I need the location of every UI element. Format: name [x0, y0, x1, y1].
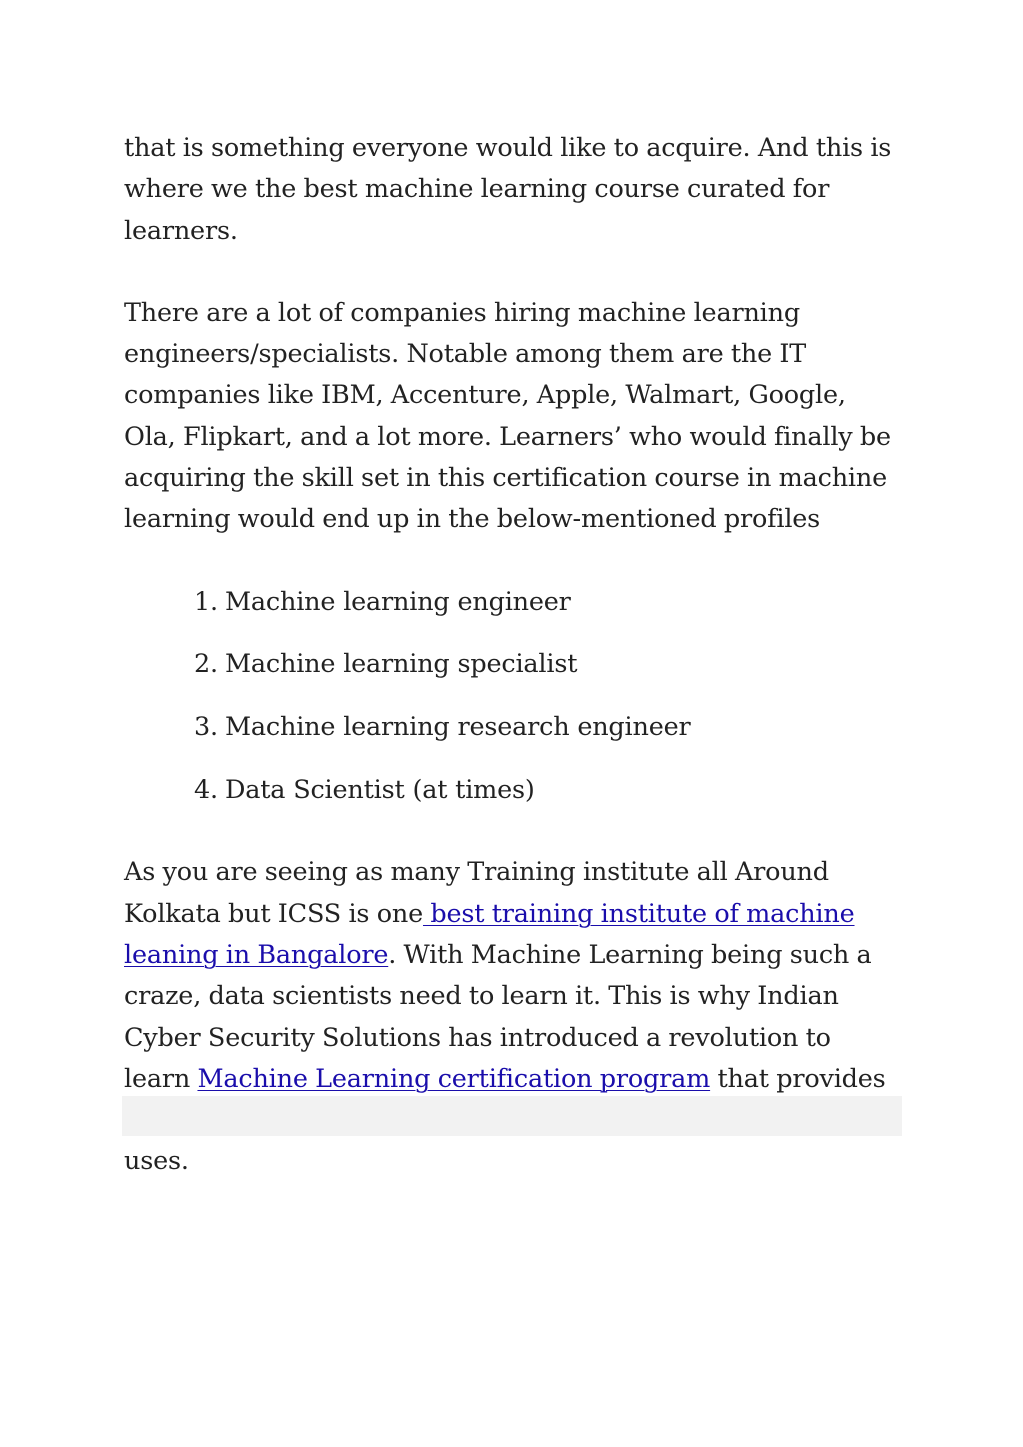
list-item	[194, 707, 904, 748]
paragraph-training-text-2: . With Machine Learning being such a craze, data scientists need to learn it. This is why Indian Cyber Security Solutions has introduced a revolution to learn	[124, 939, 872, 1094]
list-item	[194, 582, 904, 623]
list-item-number: 1.	[194, 586, 218, 617]
list-item-number: 4.	[194, 775, 218, 806]
training-institute-link[interactable]: best training institute of machine leaning in Bangalore	[124, 898, 855, 970]
paragraph-training-text-3: that provides uses.	[124, 1063, 886, 1177]
list-item-label: Machine learning engineer	[225, 586, 571, 617]
paragraph-companies: There are a lot of companies hiring machine learning engineers/specialists. Notable among them are the IT companies like IBM, Accenture, Apple, Walmart, Google, Ola, Flipkart, and a lot more. Learners’ who would finally be acquiring the skill set in this certification course in machine learning would end up in the below-mentioned profiles	[124, 297, 891, 535]
paragraph-intro: that is something everyone would like to acquire. And this is where we the best machine learning course curated for learners.	[124, 133, 892, 246]
embed-placeholder-bar	[122, 1096, 902, 1136]
list-item-label: Machine learning research engineer	[225, 712, 691, 743]
list-item-number: 3.	[194, 712, 218, 743]
profiles-list	[124, 582, 904, 812]
list-item-label: Data Scientist (at times)	[225, 775, 535, 806]
document-body	[124, 128, 904, 1183]
list-item	[194, 644, 904, 685]
list-item-label: Machine learning specialist	[225, 649, 578, 680]
paragraph-training-text-1: As you are seeing as many Training institute all Around Kolkata but ICSS is one	[124, 857, 829, 929]
ml-certification-link[interactable]: Machine Learning certification program	[197, 1063, 711, 1094]
list-item	[194, 770, 904, 811]
list-item-number: 2.	[194, 649, 218, 680]
